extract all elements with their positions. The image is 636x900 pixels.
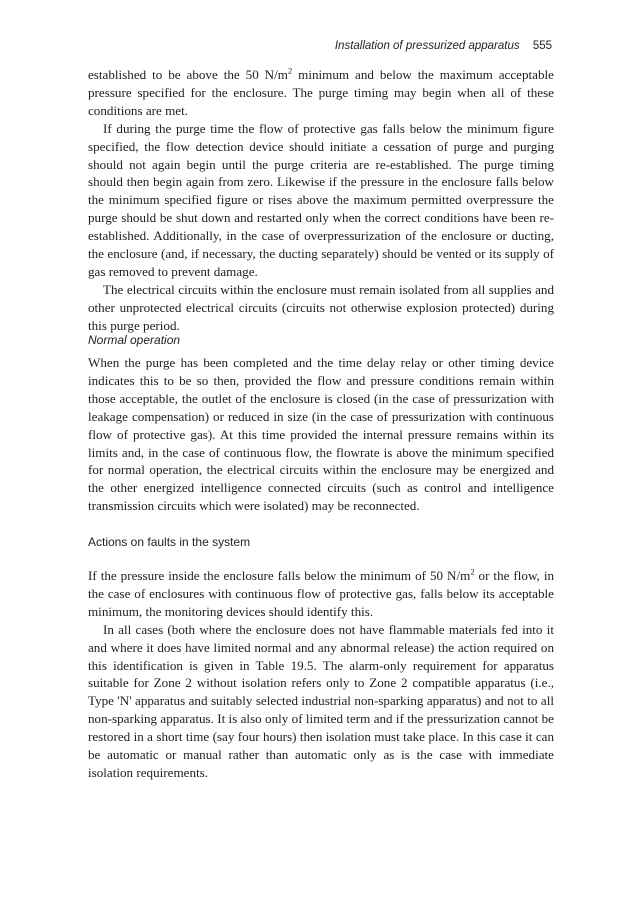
paragraph-text: established to be above the 50 N/m: [88, 67, 288, 82]
running-header: [335, 40, 552, 52]
paragraph-text: or the flow, in the case of enclosures with continuous flow of protective gas, falls below its acceptable minimum, the monitoring devices should identify this.: [88, 568, 555, 619]
paragraph: If during the purge time the flow of protective gas falls below the minimum figure specified, the flow detection device should initiate a cessation of purge and purging should not again begin until the purge criteria are re-established. The purge timing should then begin again from zero. Likewise if the pressure in the enclosure falls below the minimum specified figure or rises above the maximum permitted overpressure the purge should be shut down and restarted only when the correct conditions have been re-established. Additionally, in the case of overpressurization of the enclosure or ducting, the enclosure (and, if necessary, the ducting separately) should be vented or its supply of gas removed to prevent damage.: [88, 120, 554, 279]
paragraph: When the purge has been completed and the time delay relay or other timing device indicates this to be so then, provided the flow and pressure conditions remain within those acceptable, the outlet of the enclosure is closed (in the case of pressurization with leakage compensation) or reduced in size (in the case of pressurization with continuous flow of protective gas). At this time provided the internal pressure remains within its limits and, in the case of continuous flow, the flowrate is above the minimum specified for normal operation, the electrical circuits within the enclosure may be energized and the other energized intelligence connected circuits (such as control and intelligence transmission circuits which were isolated) may be reconnected.: [88, 355, 554, 514]
superscript: 2: [287, 65, 293, 76]
normal-operation-text: [88, 354, 554, 515]
subheading-normal-operation: Normal operation: [88, 333, 181, 347]
paragraph: In all cases (both where the enclosure does not have flammable materials fed into it and where it does have limited normal and any abnormal release) the action required on this identification is given in Table 19.5. The alarm-only requirement for apparatus suitable for Zone 2 without isolation refers only to Zone 2 compatible apparatus (i.e., Type 'N' apparatus and suitably selected industrial non-sparking apparatus) and not to all non-sparking apparatus. It is also only of limited term and if the pressurization cannot be restored in a short time (say four hours) then isolation must take place. In this case it can be automatic or manual rather than automatic only as is the case with immediate isolation requirements.: [88, 621, 554, 780]
paragraph: [88, 567, 554, 621]
superscript: 2: [470, 566, 475, 577]
page-number: 555: [532, 40, 552, 52]
actions-on-faults-text: [88, 567, 554, 782]
section-heading-actions-on-faults: Actions on faults in the system: [88, 535, 251, 549]
running-header-title: Installation of pressurized apparatus: [334, 40, 520, 52]
paragraph-text: If the pressure inside the enclosure falls below the minimum of 50 N/m: [88, 568, 471, 583]
paragraph: [88, 66, 554, 120]
paragraph-text: minimum and below the maximum acceptable pressure specified for the enclosure. The purge timing may begin when all of these conditions are met.: [88, 67, 554, 118]
purge-section-text: [88, 66, 554, 335]
paragraph: The electrical circuits within the enclosure must remain isolated from all supplies and other unprotected electrical circuits (circuits not otherwise explosion protected) during this purge period.: [88, 281, 554, 333]
